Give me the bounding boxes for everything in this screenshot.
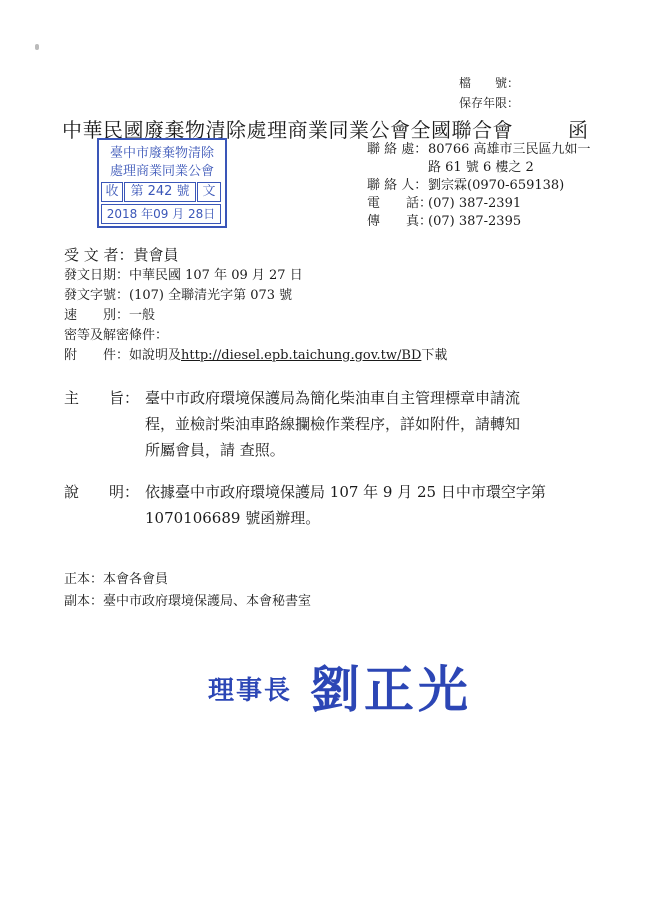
- attachment-row: [64, 346, 447, 366]
- recipient: 受 文 者：貴會員: [64, 246, 179, 264]
- subject-line-2: 程，並檢討柴油車路線攔檢作業程序，詳如附件，請轉知: [145, 415, 521, 433]
- explanation-line-1: 依據臺中市政府環境保護局 107 年 9 月 25 日中市環空字第: [145, 483, 546, 501]
- phone-label: 電 話：: [367, 196, 433, 211]
- phone-number: (07) 387-2391: [428, 196, 522, 211]
- fax-label: 傳 真：: [367, 214, 433, 229]
- contact-person-label: 聯 絡 人：: [367, 178, 428, 193]
- org-title: 中華民國廢棄物清除處理商業同業公會全國聯合會: [62, 118, 513, 142]
- subject-line-3: 所屬會員，請 查照。: [145, 441, 285, 459]
- file-number-label: 檔 號：: [459, 76, 520, 90]
- stamp-line-1: 臺中市廢棄物清除: [109, 146, 214, 161]
- doc-type: 函: [568, 118, 589, 142]
- subject-line-1: 臺中市政府環境保護局為簡化柴油車自主管理標章申請流: [145, 389, 521, 407]
- issue-date: 發文日期：中華民國 107 年 09 月 27 日: [64, 268, 303, 283]
- signature-title: 理事長: [208, 676, 293, 706]
- copy-recipients: 副本：臺中市政府環境保護局、本會秘書室: [64, 594, 312, 609]
- stamp-line-2: 處理商業同業公會: [109, 164, 214, 179]
- received-stamp: [97, 138, 227, 228]
- stamp-date: 2018 年09 月 28日: [101, 204, 221, 224]
- stamp-recv-prefix: 收: [101, 182, 123, 202]
- subject-label: 主 旨：: [64, 389, 140, 407]
- scan-mark: [35, 44, 39, 50]
- address-line-1: 80766 高雄市三民區九如一: [428, 142, 591, 157]
- issue-number: 發文字號：(107) 全聯清光字第 073 號: [64, 288, 293, 303]
- contact-person: 劉宗霖(0970-659138): [428, 178, 565, 193]
- explanation-label: 說 明：: [64, 483, 140, 501]
- speed: 速 別：一般: [64, 308, 156, 323]
- explanation-line-2: 1070106689 號函辦理。: [145, 509, 321, 527]
- address-label: 聯 絡 處：: [367, 142, 428, 157]
- retention-label: 保存年限：: [459, 96, 520, 110]
- attachment-suffix: 下載: [421, 348, 448, 363]
- attachment-link[interactable]: http://diesel.epb.taichung.gov.tw/BD: [181, 348, 422, 363]
- stamp-recv-number: 第 242 號: [124, 182, 196, 202]
- signature-name: 劉正光: [310, 661, 472, 719]
- primary-recipients: 正本：本會各會員: [64, 572, 169, 587]
- attachment-label: 附 件：如說明及: [64, 348, 182, 363]
- secrecy: 密等及解密條件：: [64, 328, 169, 343]
- fax-number: (07) 387-2395: [428, 214, 522, 229]
- stamp-recv-suffix: 文: [197, 182, 221, 202]
- address-line-2: 路 61 號 6 樓之 2: [428, 160, 534, 175]
